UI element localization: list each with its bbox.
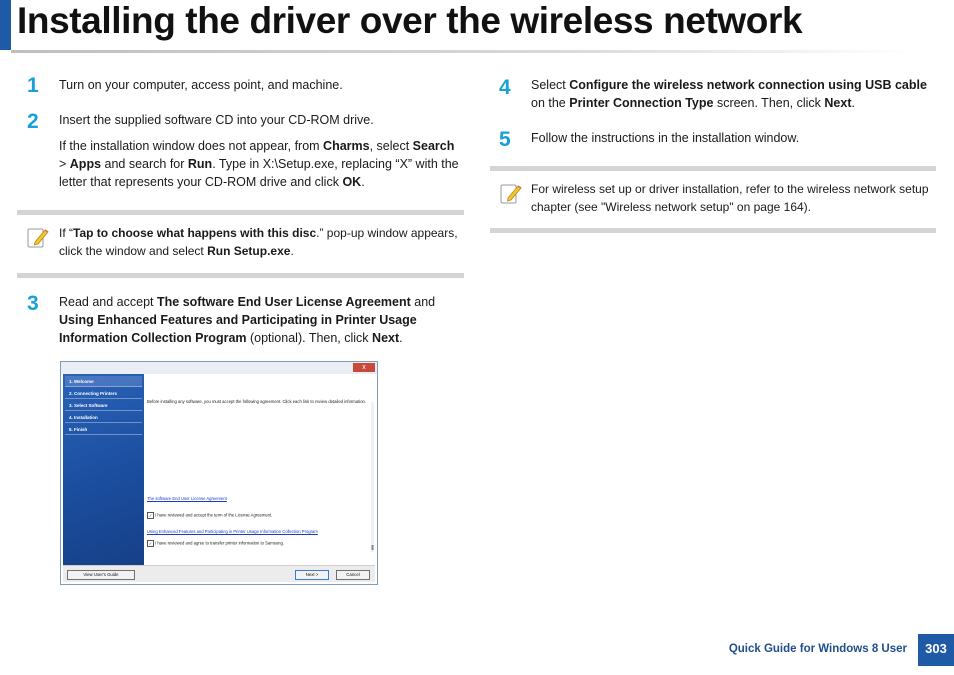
installer-window-screenshot <box>60 361 378 585</box>
installer-next-button[interactable]: Next > <box>295 570 329 580</box>
note-2-text: For wireless set up or driver installation, refer to the wireless network setup chapter (see "Wireless network setup" on page 164). <box>531 182 929 214</box>
page-number-badge: 303 <box>918 634 954 666</box>
note-box-wireless-setup <box>490 166 936 233</box>
footer-guide-label: Quick Guide for Windows 8 User <box>728 643 907 655</box>
installer-close-button[interactable]: x <box>353 363 375 372</box>
installer-sidebar <box>63 374 144 570</box>
pencil-note-icon <box>27 226 49 250</box>
page-title: Installing the driver over the wireless network <box>17 0 803 41</box>
step-1-number: 1 <box>27 74 39 97</box>
step-2-text: Insert the supplied software CD into your CD-ROM drive. <box>59 113 374 127</box>
pencil-note-icon <box>500 182 522 206</box>
installer-agree-checkbox[interactable] <box>147 540 284 547</box>
checkbox-checked-icon: ✓ <box>148 541 153 546</box>
installer-cancel-button[interactable]: Cancel <box>336 570 370 580</box>
note-box-disc-popup <box>17 210 464 278</box>
step-4-text: Select Configure the wireless network connection using USB cable on the Printer Connection Type screen. Then, click Next. <box>531 78 927 110</box>
installer-intro-text: Before installing any software, you must accept the following agreement. Click each link to review detailed information. <box>147 399 367 404</box>
installer-accept-label: I have reviewed and accept the term of the License Agreement. <box>155 512 273 518</box>
installer-scrollbar[interactable] <box>371 402 374 552</box>
installer-accept-checkbox[interactable] <box>147 512 272 519</box>
step-1-text: Turn on your computer, access point, and machine. <box>59 78 343 92</box>
step-2-number: 2 <box>27 110 39 133</box>
view-users-guide-button[interactable]: View User's Guide <box>67 570 135 580</box>
checkbox-checked-icon: ✓ <box>148 513 153 518</box>
installer-step-finish: 5. Finish <box>65 424 142 435</box>
step-5-text: Follow the instructions in the installation window. <box>531 131 800 145</box>
installer-step-select-software: 3. Select Software <box>65 400 142 411</box>
step-2-detail: If the installation window does not appear, from Charms, select Search > Apps and search for Run. Type in X:\Setup.exe, replacing “X” with the letter that represents your CD-ROM drive and click OK. <box>59 139 459 189</box>
installer-agree-label: I have reviewed and agree to transfer printer information to Samsung. <box>155 540 284 546</box>
installer-button-bar <box>63 565 375 582</box>
installer-step-installation: 4. Installation <box>65 412 142 423</box>
step-4-number: 4 <box>499 76 511 99</box>
installer-enhanced-features-link[interactable]: Using Enhanced Features and Participating in Printer Usage Information Collection Program <box>147 529 318 534</box>
title-accent-bar <box>0 0 11 50</box>
installer-step-connecting: 2. Connecting Printers <box>65 388 142 399</box>
title-divider <box>11 50 916 53</box>
installer-eula-link[interactable]: The software End User License Agreement <box>147 496 227 501</box>
step-3-text: Read and accept The software End User License Agreement and Using Enhanced Features and Participating in Printer Usage Information Collection Program (optional). Then, click Next. <box>59 295 436 345</box>
installer-titlebar <box>61 362 377 374</box>
step-3-number: 3 <box>27 292 39 315</box>
note-1-text: If “Tap to choose what happens with this disc.” pop-up window appears, click the window and select Run Setup.exe. <box>59 226 458 258</box>
installer-step-welcome: 1. Welcome <box>65 376 142 387</box>
step-5-number: 5 <box>499 128 511 151</box>
